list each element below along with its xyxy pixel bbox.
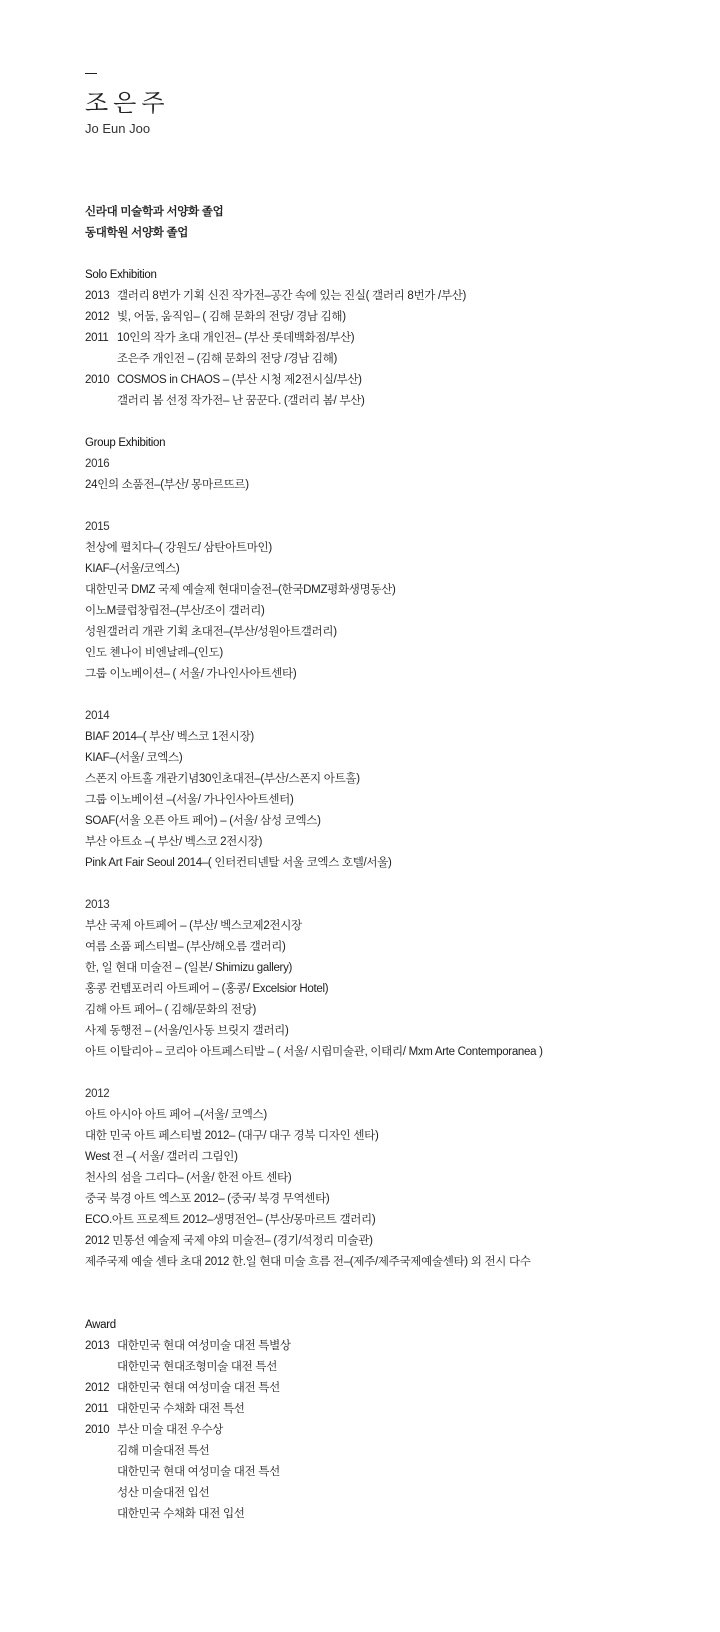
group-exhibition-entry: 이노M클럽창립전–(부산/조이 갤러리) xyxy=(85,605,265,617)
entry-year: 2010 xyxy=(85,374,110,386)
solo-exhibition-entry xyxy=(85,349,705,370)
entry-text: 부산 미술 대전 우수상 xyxy=(117,1424,223,1436)
entry-text: 대한민국 현대조형미술 대전 특선 xyxy=(117,1361,278,1373)
group-exhibition-entry: 2012 민통선 예술제 국제 야외 미술전– (경기/석정리 미술관) xyxy=(85,1235,373,1247)
group-exhibition-entry: 그룹 이노베이션– ( 서울/ 가나인사아트센타) xyxy=(85,668,297,680)
entry-year: 2010 xyxy=(85,1424,110,1436)
solo-exhibition-entry xyxy=(85,307,705,328)
solo-exhibition-entry xyxy=(85,391,705,412)
award-entry xyxy=(85,1420,705,1441)
bio-content xyxy=(85,202,705,1525)
group-exhibition-entry: 24인의 소품전–(부산/ 몽마르뜨르) xyxy=(85,479,249,491)
group-exhibition-heading: Group Exhibition xyxy=(85,437,166,449)
entry-year: 2011 xyxy=(85,1403,109,1415)
solo-exhibition-heading: Solo Exhibition xyxy=(85,269,157,281)
entry-text: 조은주 개인전 – (김해 문화의 전당 /경남 김해) xyxy=(117,353,338,365)
group-exhibition-entry: 인도 첸나이 비엔날레–(인도) xyxy=(85,647,223,659)
artist-name-korean: 조은주 xyxy=(85,90,170,117)
award-entry xyxy=(85,1441,705,1462)
solo-exhibition-entry xyxy=(85,328,705,349)
group-exhibition-entry: 여름 소품 페스티벌– (부산/해오름 갤러리) xyxy=(85,941,286,953)
group-exhibition-entry: 스폰지 아트홀 개관기념30인초대전–(부산/스폰지 아트홀) xyxy=(85,773,360,785)
entry-year: 2013 xyxy=(85,1340,110,1352)
group-exhibition-entry: 홍콩 컨템포러리 아트페어 – (홍콩/ Excelsior Hotel) xyxy=(85,983,329,995)
group-exhibition-entry: 천상에 펼치다–( 강원도/ 삼탄아트마인) xyxy=(85,542,272,554)
group-exhibition-entry: 제주국제 예술 센타 초대 2012 한.일 현대 미술 흐름 전–(제주/제주국제예술센타) 외 전시 다수 xyxy=(85,1256,531,1268)
group-year-label: 2014 xyxy=(85,710,110,722)
award-entry xyxy=(85,1357,705,1378)
group-exhibition-entry: 김해 아트 페어– ( 김해/문화의 전당) xyxy=(85,1004,257,1016)
group-exhibition-entry: 한, 일 현대 미술전 – (일본/ Shimizu gallery) xyxy=(85,962,293,974)
entry-text: 대한민국 현대 여성미술 대전 특선 xyxy=(117,1382,280,1394)
group-year-label: 2013 xyxy=(85,899,110,911)
entry-text: 갤러리 8번가 기획 신진 작가전–공간 속에 있는 진실( 갤러리 8번가 /부산) xyxy=(117,290,467,302)
entry-text: 김해 미술대전 특선 xyxy=(117,1445,210,1457)
solo-exhibition-list xyxy=(85,286,705,412)
entry-text: 갤러리 봄 선정 작가전– 난 꿈꾼다. (갤러리 봄/ 부산) xyxy=(117,395,365,407)
group-exhibition-entry: Pink Art Fair Seoul 2014–( 인터컨티넨탈 서울 코엑스 호텔/서울) xyxy=(85,857,392,869)
group-exhibition-entry: 성원갤러리 개관 기획 초대전–(부산/성원아트갤러리) xyxy=(85,626,337,638)
entry-year: 2012 xyxy=(85,1382,110,1394)
entry-text: COSMOS in CHAOS – (부산 시청 제2전시실/부산) xyxy=(117,374,362,386)
award-entry xyxy=(85,1336,705,1357)
group-exhibition-entry: KIAF–(서울/코엑스) xyxy=(85,563,180,575)
group-exhibition-entry: 아트 아시아 아트 페어 –(서울/ 코엑스) xyxy=(85,1109,267,1121)
education-line: 동대학원 서양화 졸업 xyxy=(85,227,189,239)
group-exhibition-entry: ECO.아트 프로젝트 2012–생명전언– (부산/몽마르트 갤러리) xyxy=(85,1214,376,1226)
entry-text: 대한민국 수채화 대전 특선 xyxy=(117,1403,245,1415)
education-line: 신라대 미술학과 서양화 졸업 xyxy=(85,206,224,218)
solo-exhibition-entry xyxy=(85,370,705,391)
entry-text: 대한민국 현대 여성미술 대전 특선 xyxy=(117,1466,280,1478)
group-exhibition-entry: KIAF–(서울/ 코엑스) xyxy=(85,752,183,764)
title-dash-divider xyxy=(85,73,97,74)
group-exhibition-list xyxy=(85,454,705,1273)
entry-year: 2012 xyxy=(85,311,110,323)
group-exhibition-entry: 아트 이탈리아 – 코리아 아트페스티발 – ( 서울/ 시립미술관, 이태리/ Mxm Arte Contemporanea ) xyxy=(85,1046,543,1058)
entry-year: 2013 xyxy=(85,290,110,302)
group-exhibition-entry: 사제 동행전 – (서울/인사동 브릿지 갤러리) xyxy=(85,1025,289,1037)
group-year-label: 2015 xyxy=(85,521,110,533)
group-exhibition-entry: 부산 국제 아트페어 – (부산/ 벡스코제2전시장 xyxy=(85,920,302,932)
entry-text: 성산 미술대전 입선 xyxy=(117,1487,210,1499)
group-exhibition-entry: 대한민국 DMZ 국제 예술제 현대미술전–(한국DMZ평화생명동산) xyxy=(85,584,396,596)
award-list xyxy=(85,1336,705,1525)
award-entry xyxy=(85,1399,705,1420)
group-exhibition-entry: BIAF 2014–( 부산/ 벡스코 1전시장) xyxy=(85,731,254,743)
group-exhibition-entry: 중국 북경 아트 엑스포 2012– (중국/ 북경 무역센타) xyxy=(85,1193,330,1205)
entry-text: 대한민국 현대 여성미술 대전 특별상 xyxy=(117,1340,291,1352)
award-entry xyxy=(85,1504,705,1525)
award-entry xyxy=(85,1483,705,1504)
group-exhibition-entry: 천사의 섬을 그리다– (서울/ 한전 아트 센타) xyxy=(85,1172,292,1184)
group-exhibition-entry: 부산 아트쇼 –( 부산/ 벡스코 2전시장) xyxy=(85,836,263,848)
group-year-label: 2016 xyxy=(85,458,110,470)
award-entry xyxy=(85,1462,705,1483)
group-exhibition-entry: 그룹 이노베이션 –(서울/ 가나인사아트센터) xyxy=(85,794,294,806)
group-exhibition-entry: SOAF(서울 오픈 아트 페어) – (서울/ 삼성 코엑스) xyxy=(85,815,321,827)
entry-text: 10인의 작가 초대 개인전– (부산 롯데백화점/부산) xyxy=(117,332,355,344)
award-entry xyxy=(85,1378,705,1399)
entry-text: 대한민국 수채화 대전 입선 xyxy=(117,1508,245,1520)
award-heading: Award xyxy=(85,1319,116,1331)
artist-name-english: Jo Eun Joo xyxy=(85,121,151,136)
entry-year: 2011 xyxy=(85,332,109,344)
group-year-label: 2012 xyxy=(85,1088,110,1100)
group-exhibition-entry: 대한 민국 아트 페스티벌 2012– (대구/ 대구 경북 디자인 센타) xyxy=(85,1130,379,1142)
solo-exhibition-entry xyxy=(85,286,705,307)
group-exhibition-entry: West 전 –( 서울/ 갤러리 그림인) xyxy=(85,1151,238,1163)
entry-text: 빛, 어둠, 움직임– ( 김해 문화의 전당/ 경남 김해) xyxy=(117,311,346,323)
